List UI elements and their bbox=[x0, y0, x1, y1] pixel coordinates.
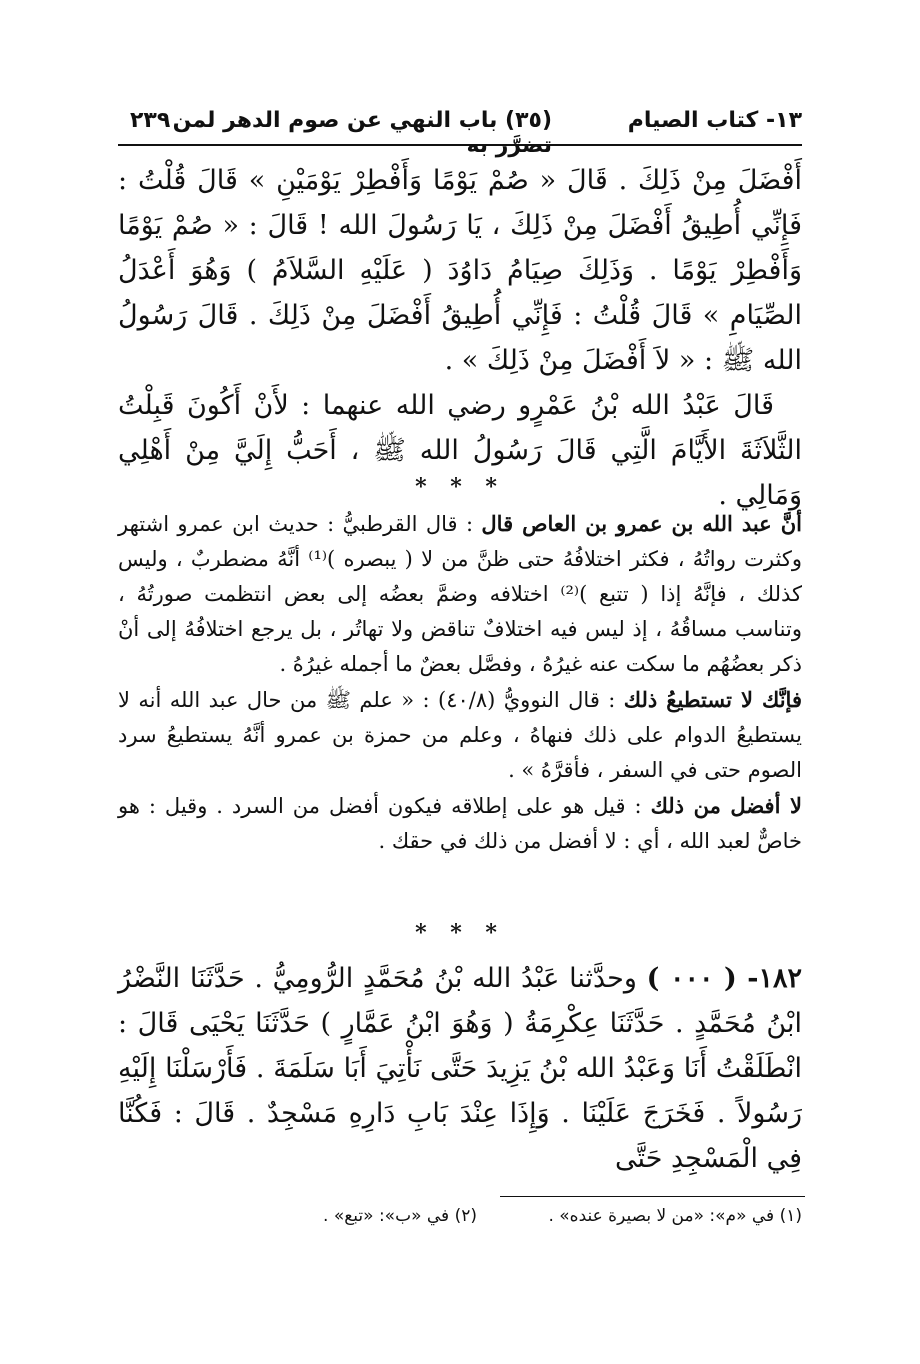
page-header bbox=[118, 100, 802, 158]
next-hadith-text: وحدَّثنا عَبْدُ الله بْنُ مُحَمَّدٍ الرُّومِيُّ . حَدَّثَنَا النَّضْرُ ابْنُ مُحَمَّدٍ . حَدَّثَنَا عِكْرِمَةُ ( وَهُوَ ابْنُ عَمَّارٍ ) حَدَّثَنَا يَحْيَى قَالَ : انْطَلَقْتُ أَنَا وَعَبْدُ الله بْنُ يَزِيدَ حَتَّى نَأْتِيَ أَبَا سَلَمَةَ . فَأَرْسَلْنَا إِلَيْهِ رَسُولاً . فَخَرَجَ عَلَيْنَا . وَإِذَا عِنْدَ بَابِ دَارِهِ مَسْجِدٌ . قَالَ : فَكُنَّا فِي الْمَسْجِدِ حَتَّى bbox=[118, 963, 802, 1174]
footnotes bbox=[118, 1206, 802, 1236]
commentary-lead: فإنَّك لا تستطيعُ ذلك bbox=[623, 687, 802, 712]
separator-stars: * * * bbox=[415, 474, 505, 500]
commentary-paragraph bbox=[118, 788, 802, 859]
commentary-lead: أنَّ عبد الله بن عمرو بن العاص قال bbox=[481, 511, 802, 536]
hadith-paragraph-2: قَالَ عَبْدُ الله بْنُ عَمْرٍو رضي الله عنهما : لأَنْ أَكُونَ قَبِلْتُ الثَّلاَثَةَ الأَيَّامَ الَّتِي قَالَ رَسُولُ الله ﷺ ، أَحَبُّ إِلَيَّ مِنْ أَهْلِي وَمَالِي . bbox=[118, 390, 802, 511]
commentary-block bbox=[118, 506, 802, 859]
hadith-number: ١٨٢- ( ٠٠٠ ) bbox=[646, 963, 802, 994]
footnote-1: (١) في «م»: «من لا بصيرة عنده» . bbox=[548, 1206, 802, 1226]
commentary-text: : قيل هو على إطلاقه فيكون أفضل من السرد . وقيل : هو خاصٌّ لعبد الله ، أي : لا أفضل من ذلك في حقك . bbox=[118, 794, 802, 853]
hadith-text-block bbox=[118, 158, 802, 518]
hadith-paragraph-1: أَفْضَلَ مِنْ ذَلِكَ . قَالَ « صُمْ يَوْمًا وَأَفْطِرْ يَوْمَيْنِ » قَالَ قُلْتُ : فَإِنِّي أُطِيقُ أَفْضَلَ مِنْ ذَلِكَ ، يَا رَسُولَ الله ! قَالَ : « صُمْ يَوْمًا وَأَفْطِرْ يَوْمًا . وَذَلِكَ صِيَامُ دَاوُدَ ( عَلَيْهِ السَّلاَمُ ) وَهُوَ أَعْدَلُ الصِّيَامِ » قَالَ قُلْتُ : فَإِنِّي أُطِيقُ أَفْضَلَ مِنْ ذَلِكَ . قَالَ رَسُولُ الله ﷺ : « لاَ أَفْضَلَ مِنْ ذَلِكَ » . bbox=[118, 165, 802, 376]
commentary-lead: لا أفضل من ذلك bbox=[650, 793, 802, 818]
commentary-text: : قال القرطبيُّ : حديث ابن عمرو اشتهر وكثرت رواتُهُ ، فكثر اختلافُهُ حتى ظنَّ من لا ( يبصره )⁽¹⁾ أنَّهُ مضطربٌ ، وليس كذلك ، فإنَّهُ إذا ( تتبع )⁽²⁾ اختلافه وضمَّ بعضُه إلى بعض انتظمت صورتُهُ ، وتناسب مساقُهُ ، إذ ليس فيه اختلافٌ تناقض ولا تهاتُر ، بل يرجع اختلافُهُ إلى أنْ ذكر بعضُهُم ما سكت عنه غيرُهُ ، وفصَّل بعضٌ ما أجمله غيرُهُ . bbox=[118, 512, 802, 676]
separator-stars: * * * bbox=[415, 920, 505, 946]
next-hadith-paragraph bbox=[118, 956, 802, 1181]
commentary-text: : قال النوويُّ (٤٠/٨) : « علم ﷺ من حال عبد الله أنه لا يستطيعُ الدوام على ذلك فنهاهُ ، وعلم من حمزة بن عمرو أنَّهُ يستطيعُ سرد الصوم حتى في السفر ، فأقرَّهُ » . bbox=[118, 688, 802, 782]
commentary-paragraph bbox=[118, 506, 802, 682]
next-hadith-block bbox=[118, 956, 802, 1181]
page-number: ٢٣٩ bbox=[130, 108, 171, 133]
commentary-paragraph bbox=[118, 682, 802, 788]
footnote-divider bbox=[500, 1196, 805, 1197]
chapter-title: ١٣- كتاب الصيام bbox=[627, 108, 802, 133]
footnote-2: (٢) في «ب»: «تبع» . bbox=[323, 1206, 477, 1226]
section-title: (٣٥) باب النهي عن صوم الدهر لمن تضرَّر به bbox=[172, 108, 552, 158]
